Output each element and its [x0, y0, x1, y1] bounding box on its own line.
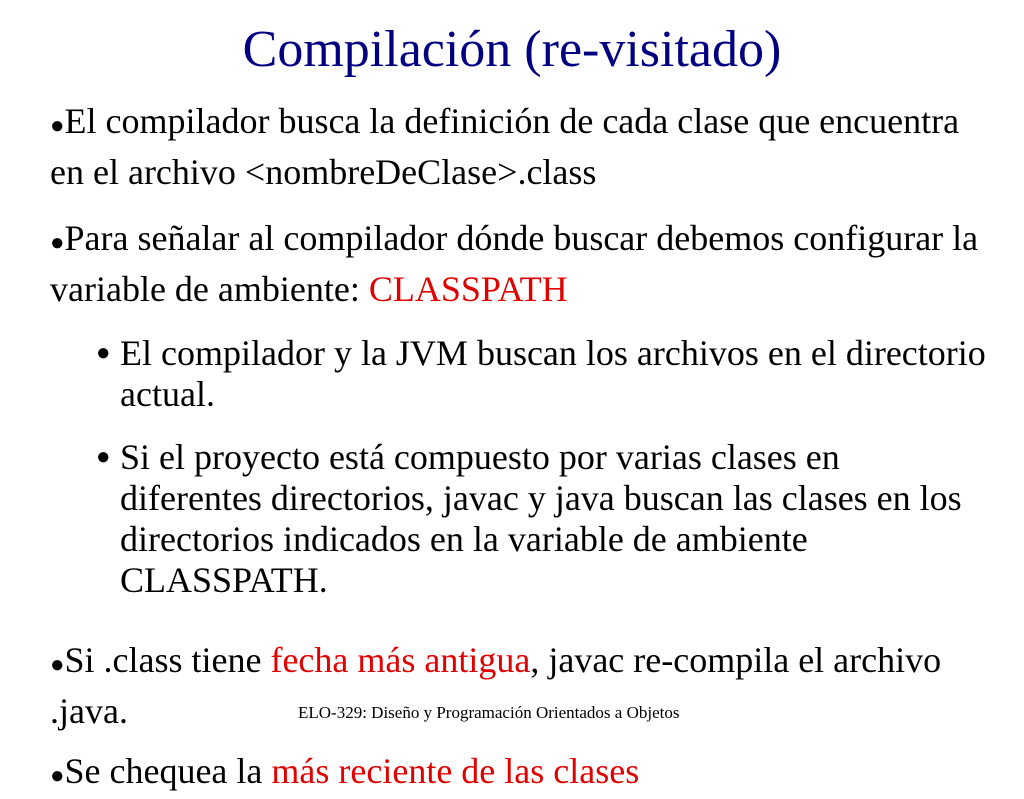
bullet-dot-icon: ● — [50, 763, 65, 789]
classpath-highlight: CLASSPATH — [368, 269, 568, 309]
bullet-dot-icon: ● — [50, 230, 65, 256]
sub-bullet-text: El compilador y la JVM buscan los archivos en el directorio actual. — [120, 333, 986, 414]
sub-bullet-dot-icon: ● — [96, 340, 111, 366]
bullet-text: Para señalar al compilador dónde buscar debemos configurar la variable de ambiente: — [50, 218, 979, 309]
bullet-dot-icon: ● — [50, 113, 65, 139]
bullet-text: El compilador busca la definición de cada clase que encuentra en el archivo <nombreDeClase>.class — [50, 101, 960, 192]
bullet-dot-icon: ● — [50, 652, 65, 678]
sub-bullet-dot-icon: ● — [96, 444, 111, 470]
bullet-text-end: , javac re-compila el archivo .java. — [50, 640, 942, 731]
sub-bullet-current-directory — [96, 333, 990, 415]
slide-footer: ELO-329: Diseño y Programación Orientados a Objetos — [298, 703, 680, 722]
cut-off-text: Se chequea la — [64, 751, 272, 791]
old-date-highlight: fecha más antigua — [270, 640, 531, 680]
bullet-compiler-search — [50, 98, 980, 195]
slide-title: Compilación (re-visitado) — [242, 21, 782, 78]
sub-bullet-text: Si el proyecto está compuesto por varias clases en diferentes directorios, javac y java buscan las clases en los directorios indicados en la variable de ambiente CLASSPATH. — [120, 437, 962, 600]
cut-off-bullet — [50, 748, 639, 799]
bullet-text: Si .class tiene — [64, 640, 271, 680]
sub-bullet-multiple-directories — [96, 437, 990, 601]
cut-off-highlight: más reciente de las clases — [271, 751, 640, 791]
bullet-classpath — [50, 215, 980, 312]
